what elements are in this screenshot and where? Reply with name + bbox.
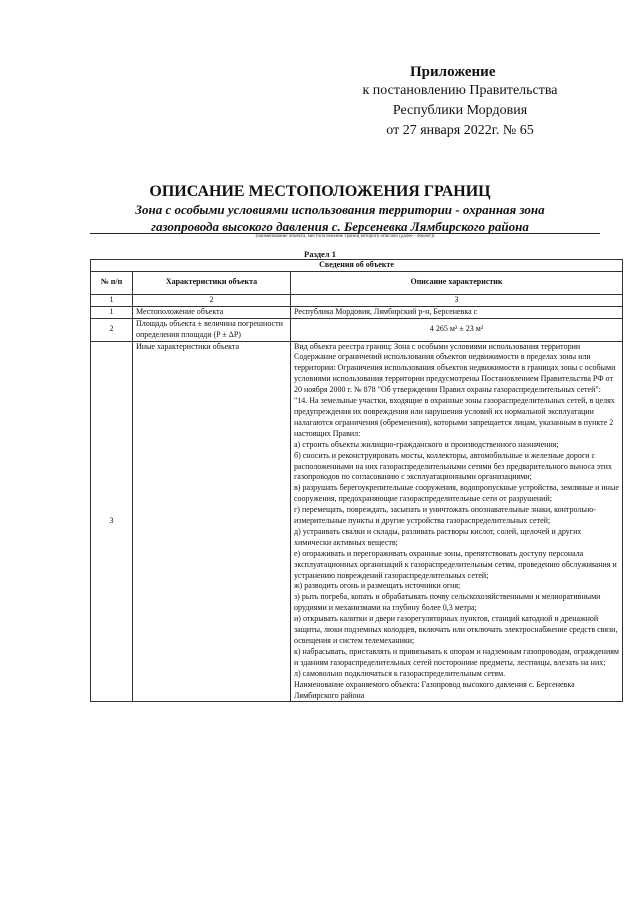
paragraph: б) сносить и реконструировать мосты, коллекторы, автомобильные и железные дороги с расположенными на них газораспределительными сетями без предварительного выноса этих газопроводов по согласованию с эксплуатационными организациями; — [294, 450, 612, 482]
paragraph: е) огораживать и перегораживать охранные зоны, препятствовать доступу персонала эксплуатационных организаций к газораспределительным сетям, проведению обслуживания и устранению повреждений газораспределительных сетей; — [294, 548, 617, 580]
decree-date: 27 января 2022 — [402, 123, 492, 138]
republic-line: Республики Мордовия — [392, 103, 528, 118]
table-caption-row — [91, 260, 623, 272]
table-row — [91, 318, 623, 341]
table-row — [91, 341, 623, 702]
decree-number-prefix: г. № — [491, 123, 517, 138]
row-number: 3 — [91, 341, 133, 702]
decree-date-line — [340, 121, 580, 141]
row-description: Республика Мордовия, Лямбирский р-н, Берсеневка с — [291, 306, 623, 318]
row-number: 2 — [91, 318, 133, 341]
paragraph: д) устраивать свалки и склады, разливать растворы кислот, солей, щелочей и других химически активных веществ; — [294, 526, 582, 547]
date-prefix: от — [386, 123, 400, 138]
header-description: Описание характеристик — [291, 271, 623, 294]
row-description: 4 265 м² ± 23 м² — [291, 318, 623, 341]
paragraph: з) рыть погреба, копать и обрабатывать почву сельскохозяйственными и мелиоративными орудиями и механизмами на глубину более 0,3 метра; — [294, 592, 601, 613]
table-caption: Сведения об объекте — [91, 260, 623, 272]
subtitle-line-1: Зона с особыми условиями использования территории - охранная зона — [135, 202, 545, 217]
paragraph: а) строить объекты жилищно-гражданского и производственного назначения; — [294, 439, 559, 449]
row-characteristic: Местоположение объекта — [133, 306, 291, 318]
title-caption: (наименование объекта, местоположение границ которого описано (далее - объект)) — [255, 234, 435, 239]
decree-line: к постановлению Правительства — [362, 83, 558, 98]
paragraph: л) самовольно подключаться к газораспределительным сетям. — [294, 668, 506, 678]
header-characteristic: Характеристики объекта — [133, 271, 291, 294]
subtitle-line-2: газопровода высокого давления с. Берсеневка Лямбирского района — [151, 219, 529, 234]
section-heading: Раздел 1 — [304, 249, 336, 259]
paragraph: и) открывать калитки и двери газорегуляторных пунктов, станций катодной и дренажной защиты, люки подземных колодцев, включать или отключать электроснабжение средств связи, освещения и систем телемеханики; — [294, 614, 618, 645]
row-characteristic: Площадь объекта ± величина погрешности определения площади (P ± ΔP) — [133, 318, 291, 341]
paragraph: Содержание ограничений использования объектов недвижимости в пределах зоны или территории: Ограничения использования объектов недвижимости в границах зоны с особыми условиями использования территории предусмотрены Постановлением Правительства РФ от 20 ноября 2000 г. № 878 "Об утверждении Правил охраны газораспределительных сетей": — [294, 352, 616, 395]
row-characteristic: Иные характеристики объекта — [133, 341, 291, 702]
paragraph: в) разрушать берегоукрепительные сооружения, водопропускные устройства, земляные и иные сооружения, предохраняющие газораспределительные сети от разрушений; — [294, 483, 619, 504]
table-index-row — [91, 294, 623, 306]
paragraph: г) перемещать, повреждать, засыпать и уничтожать опознавательные знаки, контрольно-измерительные пункты и другие устройства газораспределительных сетей; — [294, 505, 596, 526]
decree-number: 65 — [519, 123, 534, 138]
index-cell: 1 — [91, 294, 133, 306]
table-row — [91, 306, 623, 318]
paragraph: к) набрасывать, приставлять и привязывать к опорам и надземным газопроводам, ограждениям и зданиям газораспределительных сетей посторонние предметы, лестницы, влезать на них; — [294, 646, 619, 667]
document-header — [340, 64, 580, 141]
paragraph: ж) разводить огонь и размещать источники огня; — [294, 581, 461, 591]
row-description — [291, 341, 623, 702]
document-title: ОПИСАНИЕ МЕСТОПОЛОЖЕНИЯ ГРАНИЦ — [149, 183, 491, 200]
object-info-table — [90, 259, 623, 702]
header-number: № п/п — [91, 271, 133, 294]
paragraph: Вид объекта реестра границ: Зона с особыми условиями использования территории — [294, 341, 581, 351]
row-number: 1 — [91, 306, 133, 318]
table-header-row — [91, 271, 623, 294]
paragraph: Наименование охраняемого объекта: Газопровод высокого давления с. Берсеневка Лямбирского района — [294, 679, 575, 700]
paragraph: "14. На земельные участки, входящие в охранные зоны газораспределительных сетей, в целях предупреждения их повреждения или нарушения условий их нормальной эксплуатации налагаются ограничения (обременения), которыми запрещается лицам, указанным в пункте 2 настоящих Правил: — [294, 396, 615, 438]
index-cell: 2 — [133, 294, 291, 306]
index-cell: 3 — [291, 294, 623, 306]
appendix-label: Приложение — [410, 64, 496, 80]
document-subtitle — [90, 201, 590, 235]
